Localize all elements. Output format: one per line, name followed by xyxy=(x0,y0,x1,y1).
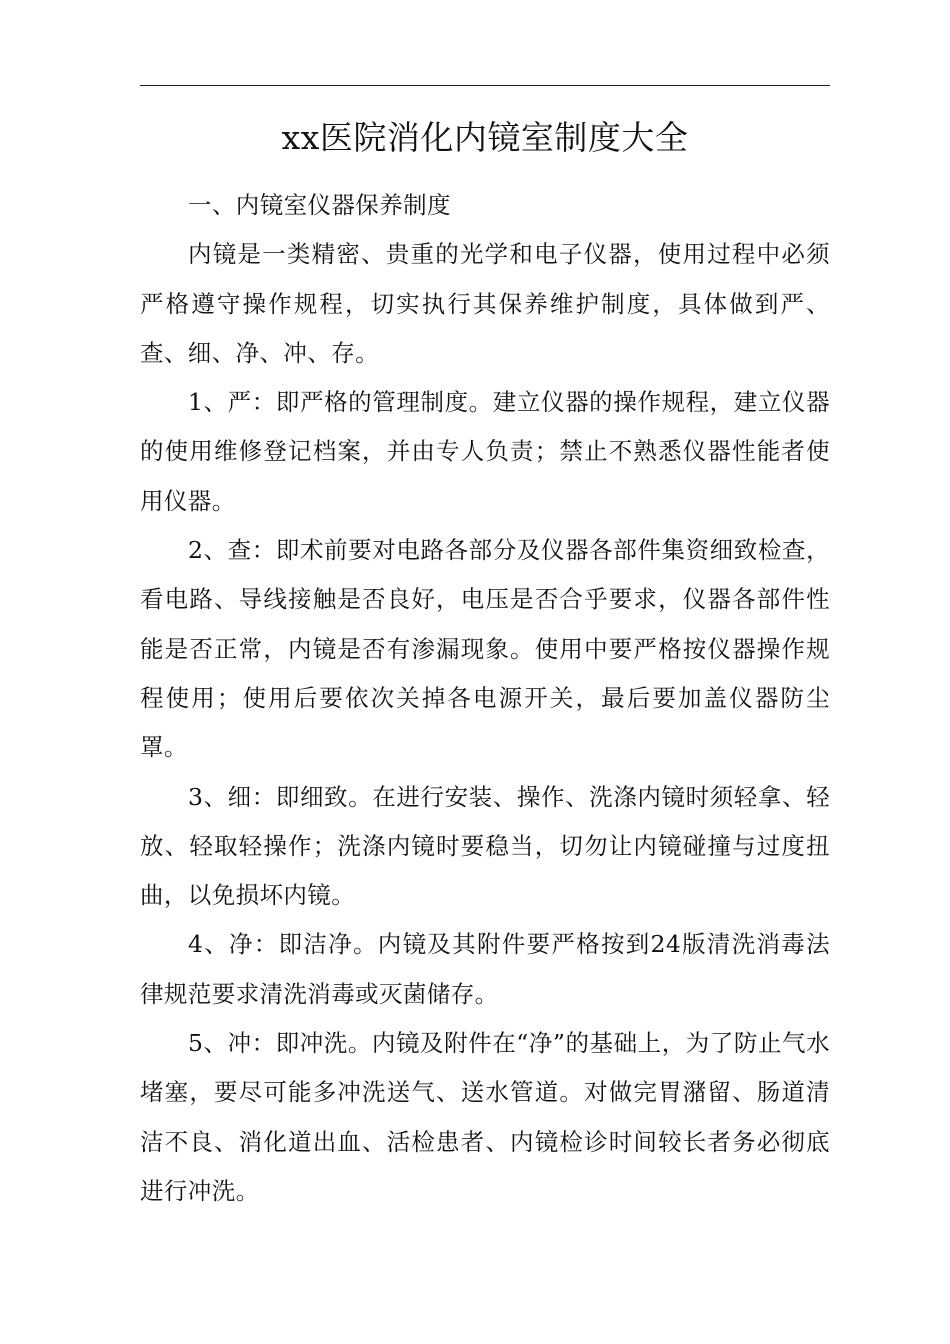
paragraph-flush: 5、冲：即冲洗。内镜及附件在“净”的基础上，为了防止气水堵塞，要尽可能多冲洗送气、送水管道。对做完胃潴留、肠道清洁不良、消化道出血、活检患者、内镜检诊时间较长者务必彻底进行冲洗。 xyxy=(140,1029,830,1205)
paragraph-clean: 4、净：即洁净。内镜及其附件要严格按到24版清洗消毒法律规范要求清洗消毒或灭菌储存。 xyxy=(140,930,830,1008)
paragraph-intro: 内镜是一类精密、贵重的光学和电子仪器，使用过程中必须严格遵守操作规程，切实执行其保养维护制度，具体做到严、查、细、净、冲、存。 xyxy=(140,240,830,367)
document-title: xx医院消化内镜室制度大全 xyxy=(281,118,689,157)
paragraph-strict: 1、严：即严格的管理制度。建立仪器的操作规程，建立仪器的使用维修登记档案，并由专人负责；禁止不熟悉仪器性能者使用仪器。 xyxy=(140,388,830,515)
document-body xyxy=(140,181,830,1216)
paragraph-careful: 3、细：即细致。在进行安装、操作、洗涤内镜时须轻拿、轻放、轻取轻操作；洗涤内镜时要稳当，切勿让内镜碰撞与过度扭曲，以免损坏内镜。 xyxy=(140,782,830,910)
section-heading: 一、内镜室仪器保养制度 xyxy=(188,191,451,219)
header-rule xyxy=(140,85,830,86)
paragraph-check: 2、查：即术前要对电路各部分及仪器各部件集资细致检查，看电路、导线接触是否良好，电压是否合乎要求，仪器各部件性能是否正常，内镜是否有渗漏现象。使用中要严格按仪器操作规程使用；使用后要依次关掉各电源开关，最后要加盖仪器防尘罩。 xyxy=(140,536,830,762)
